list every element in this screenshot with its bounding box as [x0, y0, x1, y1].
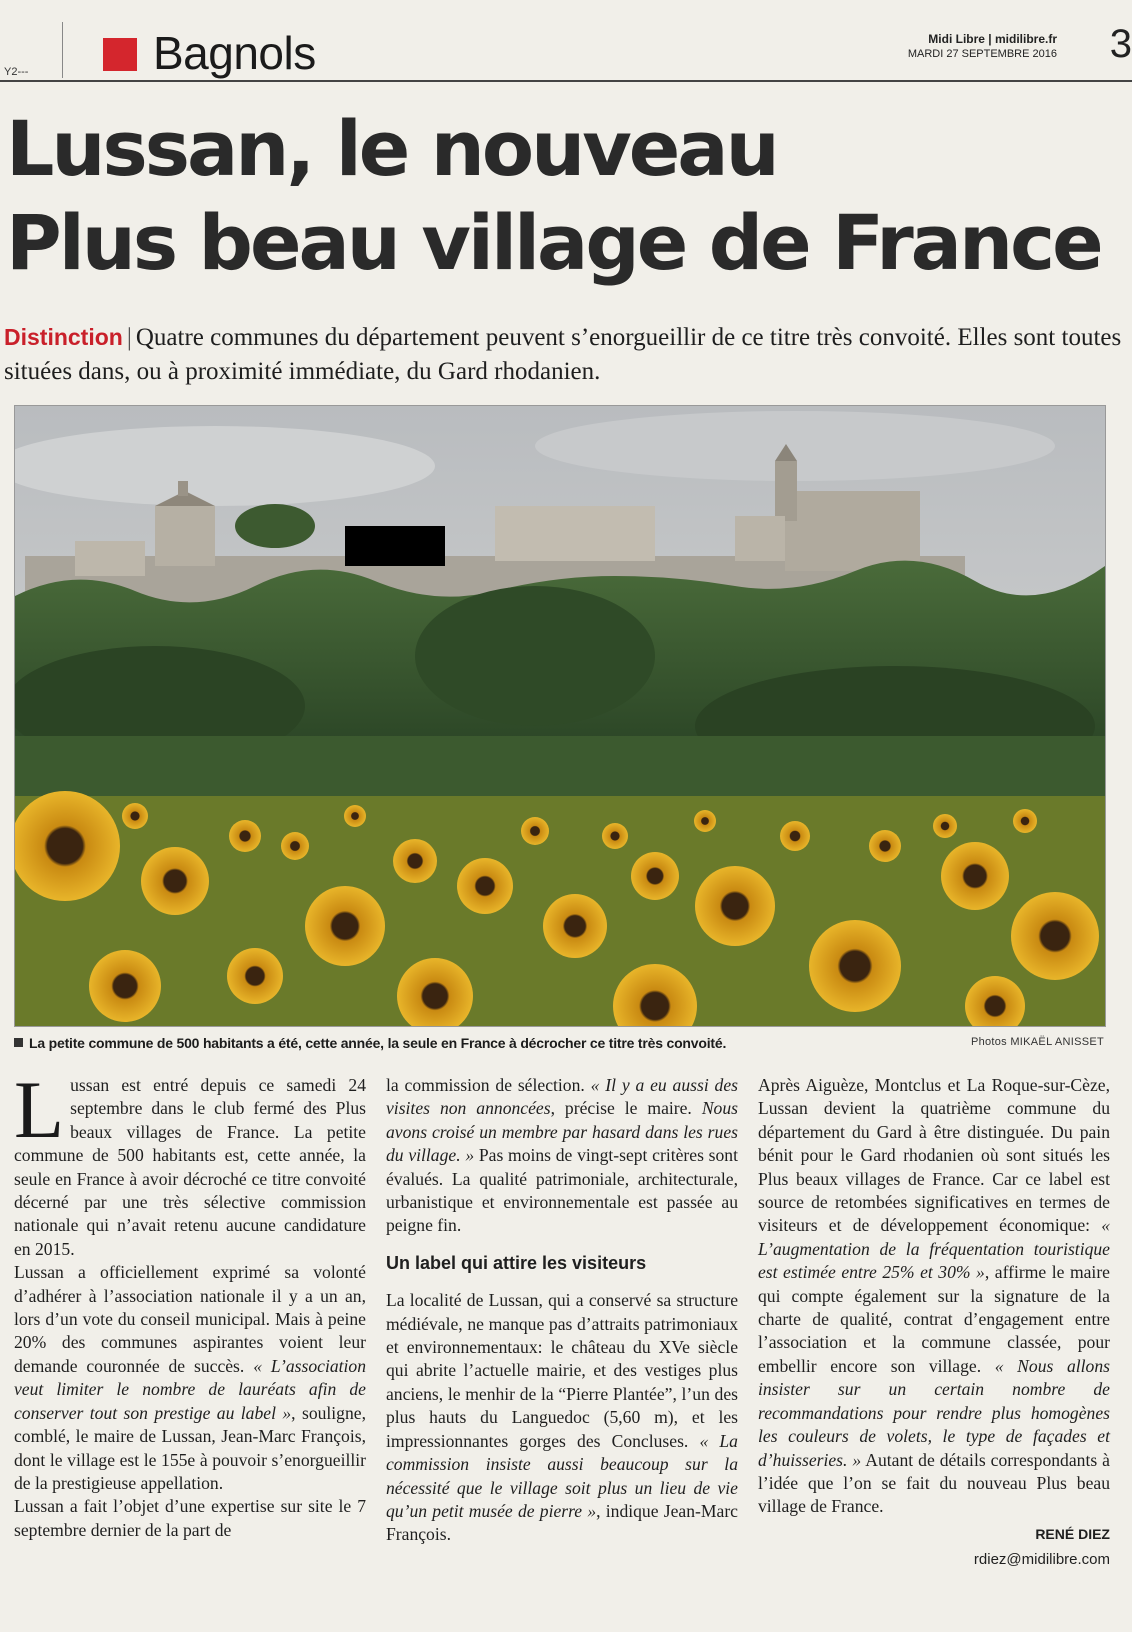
article-headline	[6, 102, 1126, 290]
subheading: Un label qui attire les visiteurs	[386, 1252, 647, 1273]
deck-text: Quatre communes du département peuvent s’enorgueillir de ce titre très convoité. Elles sont toutes situées dans, ou à proximité immédiate, du Gard rhodanien.	[4, 324, 1122, 385]
paragraph-text: Pas moins de vingt-sept critères sont évalués. La qualité patrimoniale, architecturale, urbanistique et environnementale est passée au peigne fin.	[386, 1145, 738, 1236]
paragraph-text: , indique Jean-Marc François.	[386, 1500, 738, 1545]
red-square-icon	[103, 38, 137, 71]
quote: « Il y a eu aussi des visites non annoncées	[386, 1075, 738, 1119]
section-title: Bagnols	[153, 27, 316, 79]
edition-code: Y2---	[4, 66, 29, 78]
article-photo	[14, 405, 1106, 1027]
drop-cap: L	[14, 1064, 65, 1155]
kicker-separator: |	[126, 324, 132, 351]
quote: Nous avons croisé un membre par hasard dans les rues du village. »	[386, 1098, 738, 1166]
headline-line-2: Plus beau village de France	[6, 198, 1101, 287]
paragraph-text: ussan est entré depuis ce samedi 24 septembre dans le club fermé des Plus beaux villages de France. La petite commune de 500 habitants est, cette année, la seule en France à avoir décroché ce titre convoité décerné par une très sélective commission nationale qui n’avait retenu aucune candidature en 2015.	[14, 1075, 366, 1259]
paragraph-text: La localité de Lussan, qui a conservé sa structure médiévale, ne manque pas d’attraits patrimoniaux et environnementaux: le château du XVe siècle qui abrite l’actuelle mairie, et des vestiges plus anciens, le menhir de la “Pierre Plantée”, l’un des plus hauts du Languedoc (5,60 m), et les impressionnantes gorges des Concluses.	[386, 1290, 738, 1451]
kicker: Distinction	[4, 324, 123, 350]
paragraph-text: , précise le maire.	[550, 1098, 702, 1119]
article-column-1	[14, 1064, 366, 1542]
page-number: 3	[1109, 22, 1132, 66]
caption-text: La petite commune de 500 habitants a été, cette année, la seule en France à décrocher ce titre très convoité.	[29, 1035, 727, 1051]
photo-credit: Photos MIKAËL ANISSET	[970, 1036, 1104, 1048]
village-sunflowers-photo	[15, 406, 1105, 1026]
black-square-icon	[14, 1038, 23, 1047]
paper-name: Midi Libre | midilibre.fr	[928, 32, 1057, 46]
paragraph	[14, 1495, 366, 1542]
quote: « La commission insiste aussi beaucoup sur la nécessité que le village soit plus un lieu de vie qu’un petit musée de pierre »	[386, 1430, 738, 1521]
issue-date: MARDI 27 SEPTEMBRE 2016	[907, 48, 1057, 60]
paragraph	[758, 1074, 1110, 1519]
quote: « L’association veut limiter le nombre de lauréats afin de conserver tout son prestige au label »	[14, 1355, 366, 1423]
photo-caption	[14, 1035, 1104, 1057]
article-column-2	[386, 1074, 738, 1547]
paragraph-text: Lussan a fait l’objet d’une expertise sur site le 7 septembre dernier de la part de	[14, 1496, 366, 1540]
paragraph-text: Après Aiguèze, Montclus et La Roque-sur-Cèze, Lussan devient la quatrième commune du département du Gard à être distinguée. Du pain bénit pour le Gard rhodanien où sont situés les Plus beaux villages de France. Car ce label est source de retombées significatives en termes de visiteurs et de développement économique:	[758, 1075, 1110, 1236]
masthead-info	[908, 32, 1057, 60]
header-divider	[62, 22, 63, 78]
paragraph	[386, 1289, 738, 1546]
paragraph-text: la commission de sélection.	[386, 1075, 591, 1095]
quote: « Nous allons insister sur un certain nombre de recommandations pour rendre plus homogènes les couleurs de volets, le type de façades et d’huisseries. »	[758, 1355, 1110, 1470]
quote: « L’augmentation de la fréquentation touristique est estimée entre 25% et 30% »	[758, 1215, 1110, 1283]
paragraph	[386, 1074, 738, 1238]
page-header	[0, 0, 1132, 82]
header-rule	[0, 80, 1132, 82]
author-signature: RENÉ DIEZ	[1035, 1525, 1110, 1542]
article-column-3	[758, 1074, 1110, 1572]
headline-line-1: Lussan, le nouveau	[6, 104, 777, 193]
paragraph	[14, 1261, 366, 1495]
article-deck	[4, 320, 1124, 389]
author-email[interactable]: rdiez@midilibre.com	[973, 1551, 1110, 1569]
paragraph	[14, 1064, 366, 1261]
paragraph-text: , souligne, comblé, le maire de Lussan, Jean-Marc François, dont le village est le 155e à pouvoir s’enorgueillir de la prestigieuse appellation.	[14, 1402, 366, 1493]
paragraph-text: Lussan a officiellement exprimé sa volonté d’adhérer à l’association nationale il y a un an, lors d’un vote du conseil municipal. Mais à peine 20% des communes aspirantes voient leur demande couronnée de succès.	[14, 1262, 366, 1376]
paragraph-text: Autant de détails correspondants à l’idée que l’on se fait du nouveau Plus beau village de France.	[758, 1449, 1110, 1517]
paragraph-text: , affirme le maire qui compte également sur la signature de la charte de qualité, contrat d’engagement entre l’association et la commune classée, pour embellir encore son village.	[758, 1262, 1110, 1376]
